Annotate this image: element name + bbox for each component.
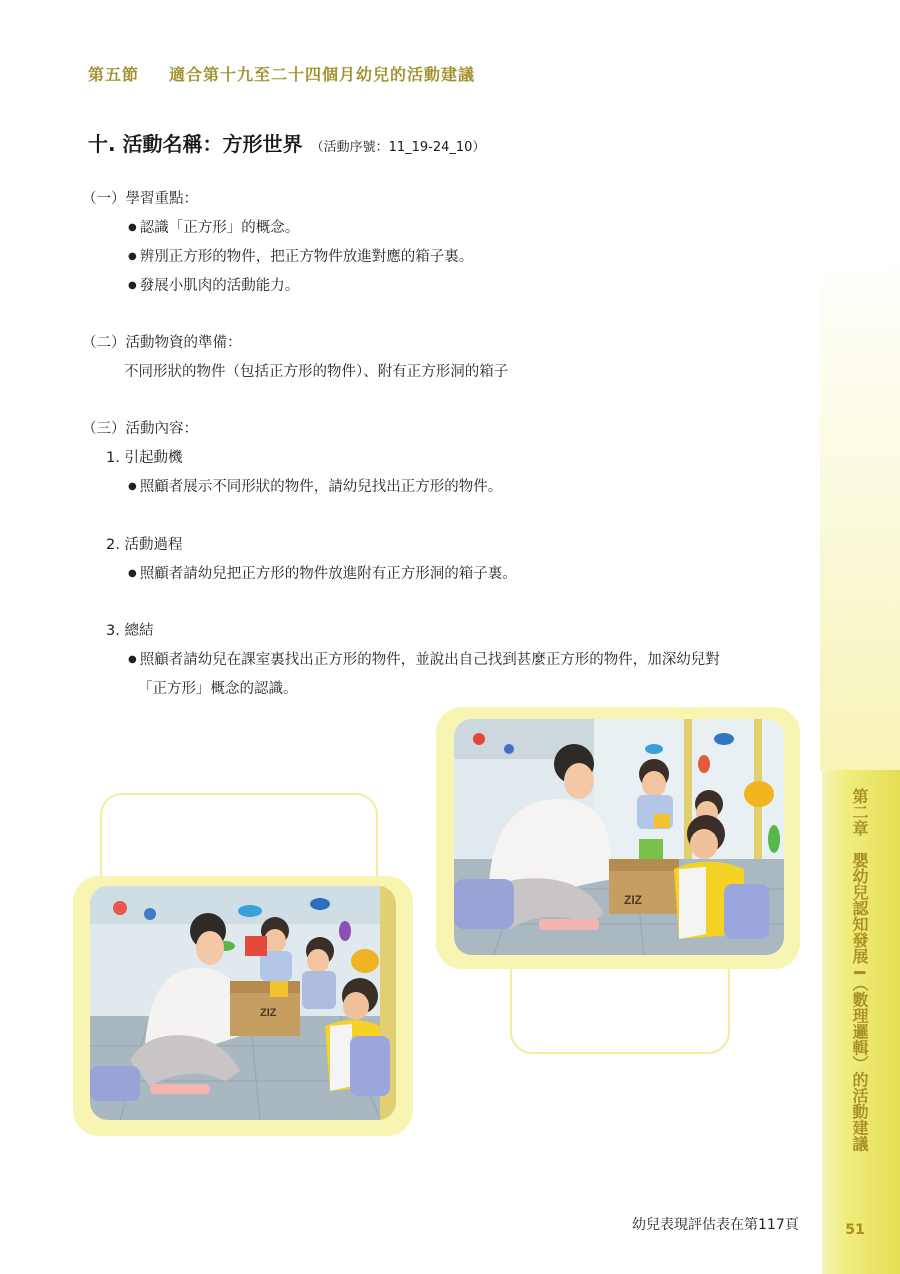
section-header [88, 62, 475, 85]
side-band-gradient [820, 250, 900, 770]
activity-title [88, 128, 485, 157]
learning-focus-item: ● 認識「正方形」的概念。 [128, 218, 299, 240]
step-title: 3. 總結 [106, 623, 154, 639]
learning-focus-item: ● 辨別正方形的物件，把正方物件放進對應的箱子裏。 [128, 247, 473, 269]
step-bullet: ● 照顧者展示不同形狀的物件，請幼兒找出正方形的物件。 [128, 477, 502, 499]
activity-serial: （活動序號：11_19-24_10） [310, 140, 486, 155]
activity-name: 十. 活動名稱：方形世界 [88, 132, 303, 156]
learning-focus-item: ● 發展小肌肉的活動能力。 [128, 276, 299, 298]
section-title: 適合第十九至二十四個月幼兒的活動建議 [169, 65, 476, 84]
classroom-photo [90, 886, 396, 1120]
materials-heading: （二）活動物資的準備： [82, 335, 242, 351]
step-title: 1. 引起動機 [106, 450, 183, 466]
assessment-reference: 幼兒表現評估表在第117頁 [632, 1217, 799, 1233]
step-bullet: ● 照顧者請幼兒在課室裏找出正方形的物件，並說出自己找到甚麼正方形的物件，加深幼兒對 [128, 650, 720, 672]
step-title: 2. 活動過程 [106, 537, 183, 553]
chapter-title-vertical: 第二章 嬰幼兒認知發展 I（數理邏輯）的活動建議 [850, 788, 869, 1152]
box-label: ZIZ [260, 1007, 277, 1019]
materials-text: 不同形狀的物件（包括正方形的物件）、附有正方形洞的箱子 [124, 364, 509, 380]
content-heading: （三）活動內容： [82, 421, 198, 437]
learning-focus-heading: （一）學習重點： [82, 191, 198, 207]
page-number: 51 [845, 1222, 865, 1238]
box-label: ZIZ [624, 893, 642, 907]
step-continuation: 「正方形」概念的認識。 [138, 681, 298, 697]
step-bullet: ● 照顧者請幼兒把正方形的物件放進附有正方形洞的箱子裏。 [128, 564, 517, 586]
classroom-photo [454, 719, 784, 955]
section-number: 第五節 [88, 65, 140, 84]
